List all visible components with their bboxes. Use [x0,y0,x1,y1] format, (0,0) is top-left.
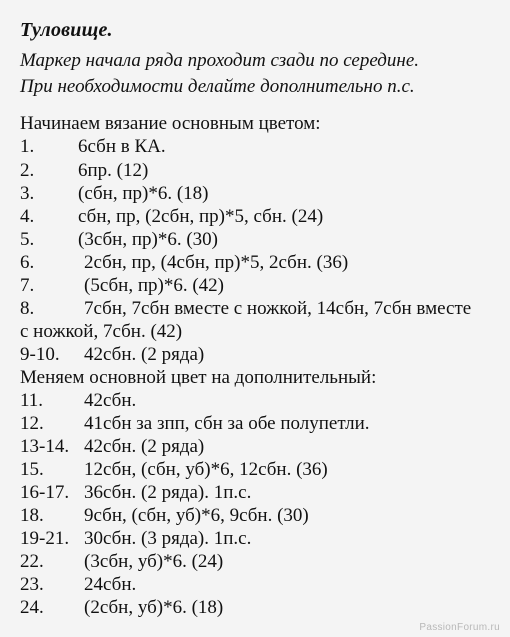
row-instruction: 42сбн. (2 ряда) [84,344,205,365]
row-number: 6. [20,252,35,273]
row-number: 13-14. [20,436,70,457]
row-number: 1. [20,136,35,157]
row-number: 15. [20,459,44,480]
row-number: 23. [20,574,44,595]
intro-line-2: При необходимости делайте дополнительно п.с. [20,76,415,97]
row-number: 22. [20,551,44,572]
row-instruction: 7сбн, 7сбн вместе с ножкой, 14сбн, 7сбн вместе [84,298,472,319]
row-instruction: сбн, пр, (2сбн, пр)*5, сбн. (24) [78,206,324,227]
row-instruction: (2сбн, уб)*6. (18) [84,597,224,618]
row-instruction: (5сбн, пр)*6. (42) [84,275,224,296]
row-instruction: 36сбн. (2 ряда). 1п.с. [84,482,252,503]
watermark: PassionForum.ru [419,622,500,633]
row-instruction: 42сбн. (2 ряда) [84,436,205,457]
row-number: 9-10. [20,344,60,365]
row-instruction-continuation: с ножкой, 7сбн. (42) [20,321,183,342]
row-instruction: 30сбн. (3 ряда). 1п.с. [84,528,252,549]
row-instruction: (3сбн, уб)*6. (24) [84,551,224,572]
row-number: 7. [20,275,35,296]
row-number: 4. [20,206,35,227]
section-title: Туловище. [20,19,113,41]
row-number: 11. [20,390,44,411]
row-instruction: 41сбн за зпп, сбн за обе полупетли. [84,413,370,434]
row-number: 16-17. [20,482,70,503]
row-number: 2. [20,160,35,181]
row-instruction: 24сбн. [84,574,137,595]
row-instruction: (3сбн, пр)*6. (30) [78,229,218,250]
row-number: 3. [20,183,35,204]
row-number: 19-21. [20,528,70,549]
row-instruction: 6сбн в КА. [78,136,166,157]
row-number: 18. [20,505,44,526]
row-number: 5. [20,229,35,250]
row-instruction: 12сбн, (сбн, уб)*6, 12сбн. (36) [84,459,328,480]
section-heading-main-color: Начинаем вязание основным цветом: [20,113,321,134]
row-instruction: 42сбн. [84,390,137,411]
row-instruction: 6пр. (12) [78,160,149,181]
row-instruction: (сбн, пр)*6. (18) [78,183,209,204]
row-instruction: 2сбн, пр, (4сбн, пр)*5, 2сбн. (36) [84,252,349,273]
row-number: 8. [20,298,35,319]
row-number: 12. [20,413,44,434]
row-number: 24. [20,597,44,618]
intro-line-1: Маркер начала ряда проходит сзади по середине. [20,50,420,71]
section-heading-extra-color: Меняем основной цвет на дополнительный: [20,367,377,388]
row-instruction: 9сбн, (сбн, уб)*6, 9сбн. (30) [84,505,309,526]
